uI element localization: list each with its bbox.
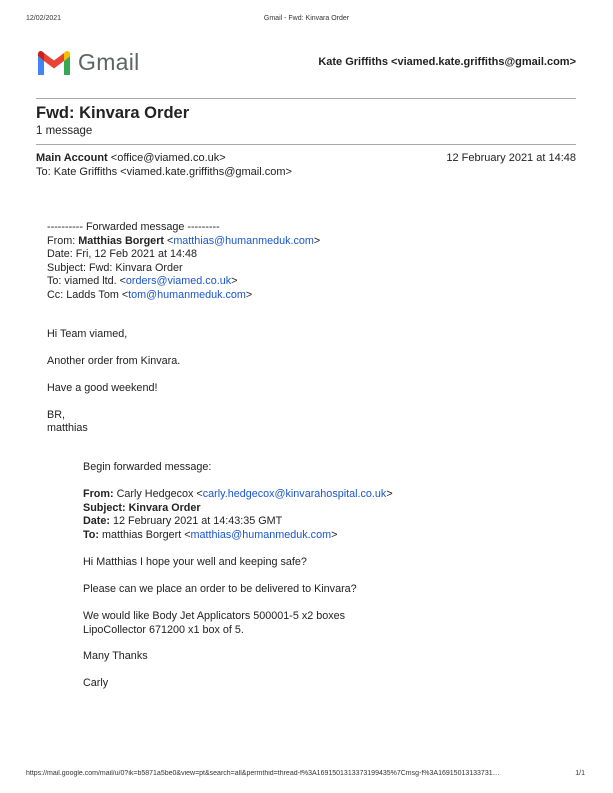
- header-divider: [36, 98, 576, 99]
- sender-email: <office@viamed.co.uk>: [110, 152, 226, 164]
- gmail-m-icon: [36, 50, 72, 77]
- forwarded-header: [47, 221, 320, 303]
- inner-date: Date: 12 February 2021 at 14:43:35 GMT: [83, 515, 283, 528]
- inner-header: [83, 488, 393, 542]
- inner-from-email-link[interactable]: carly.hedgecox@kinvarahospital.co.uk: [202, 488, 387, 500]
- message-sender: [36, 152, 226, 164]
- body-line-2: Have a good weekend!: [47, 382, 158, 394]
- thread-subject: Fwd: Kinvara Order: [36, 104, 190, 122]
- forward-cc: Cc: Ladds Tom <tom@humanmeduk.com>: [47, 288, 253, 301]
- inner-paragraph-1: Hi Matthias I hope your well and keeping safe?: [83, 556, 307, 568]
- forward-to-email-link[interactable]: orders@viamed.co.uk: [125, 275, 232, 288]
- inner-begin: Begin forwarded message:: [83, 461, 212, 473]
- inner-order-line-1: We would like Body Jet Applicators 500001-5 x2 boxes: [83, 610, 346, 622]
- print-page-number: 1/1: [575, 770, 585, 777]
- inner-thanks: Many Thanks: [83, 650, 148, 662]
- print-url: https://mail.google.com/mail/u/0?ik=b5871a5be0&view=pt&search=all&permthid=thread-f%3A1691501313373199435%7Cmsg-f%3A16915013133731…: [26, 770, 500, 777]
- forward-subject: Subject: Fwd: Kinvara Order: [47, 261, 183, 274]
- inner-paragraph-3: [83, 610, 345, 637]
- message-recipient: To: Kate Griffiths <viamed.kate.griffiths@gmail.com>: [36, 166, 292, 178]
- inner-to-email-link[interactable]: matthias@humanmeduk.com: [190, 528, 332, 541]
- inner-subject: Subject: Kinvara Order: [83, 501, 201, 514]
- gmail-logo-text: Gmail: [78, 49, 140, 75]
- forward-to: To: viamed ltd. <orders@viamed.co.uk>: [47, 275, 238, 288]
- forward-from: From: Matthias Borgert <matthias@humanmeduk.com>: [47, 234, 321, 247]
- inner-signature: Carly: [83, 677, 109, 689]
- forward-from-email-link[interactable]: matthias@humanmeduk.com: [173, 234, 314, 247]
- print-date: 12/02/2021: [26, 15, 62, 22]
- inner-order-line-2: LipoCollector 671200 x1 box of 5.: [83, 623, 244, 636]
- inner-from: From: Carly Hedgecox <carly.hedgecox@kinvarahospital.co.uk>: [83, 488, 393, 500]
- forward-date: Date: Fri, 12 Feb 2021 at 14:48: [47, 248, 198, 261]
- inner-to: To: matthias Borgert <matthias@humanmeduk.com>: [83, 528, 338, 541]
- forward-separator: ---------- Forwarded message ---------: [47, 221, 220, 233]
- thread-divider: [36, 144, 576, 145]
- body-signoff: BR,: [47, 409, 65, 421]
- body-name: matthias: [47, 422, 88, 434]
- body-line-1: Another order from Kinvara.: [47, 355, 181, 367]
- forward-cc-email-link[interactable]: tom@humanmeduk.com: [128, 288, 246, 301]
- body-greeting: Hi Team viamed,: [47, 328, 128, 340]
- sender-name: Main Account: [36, 152, 108, 164]
- inner-paragraph-2: Please can we place an order to be delivered to Kinvara?: [83, 583, 357, 595]
- message-date: 12 February 2021 at 14:48: [446, 152, 576, 164]
- print-title: Gmail - Fwd: Kinvara Order: [263, 15, 350, 22]
- message-count: 1 message: [36, 125, 93, 137]
- account-identity: Kate Griffiths <viamed.kate.griffiths@gmail.com>: [318, 56, 576, 68]
